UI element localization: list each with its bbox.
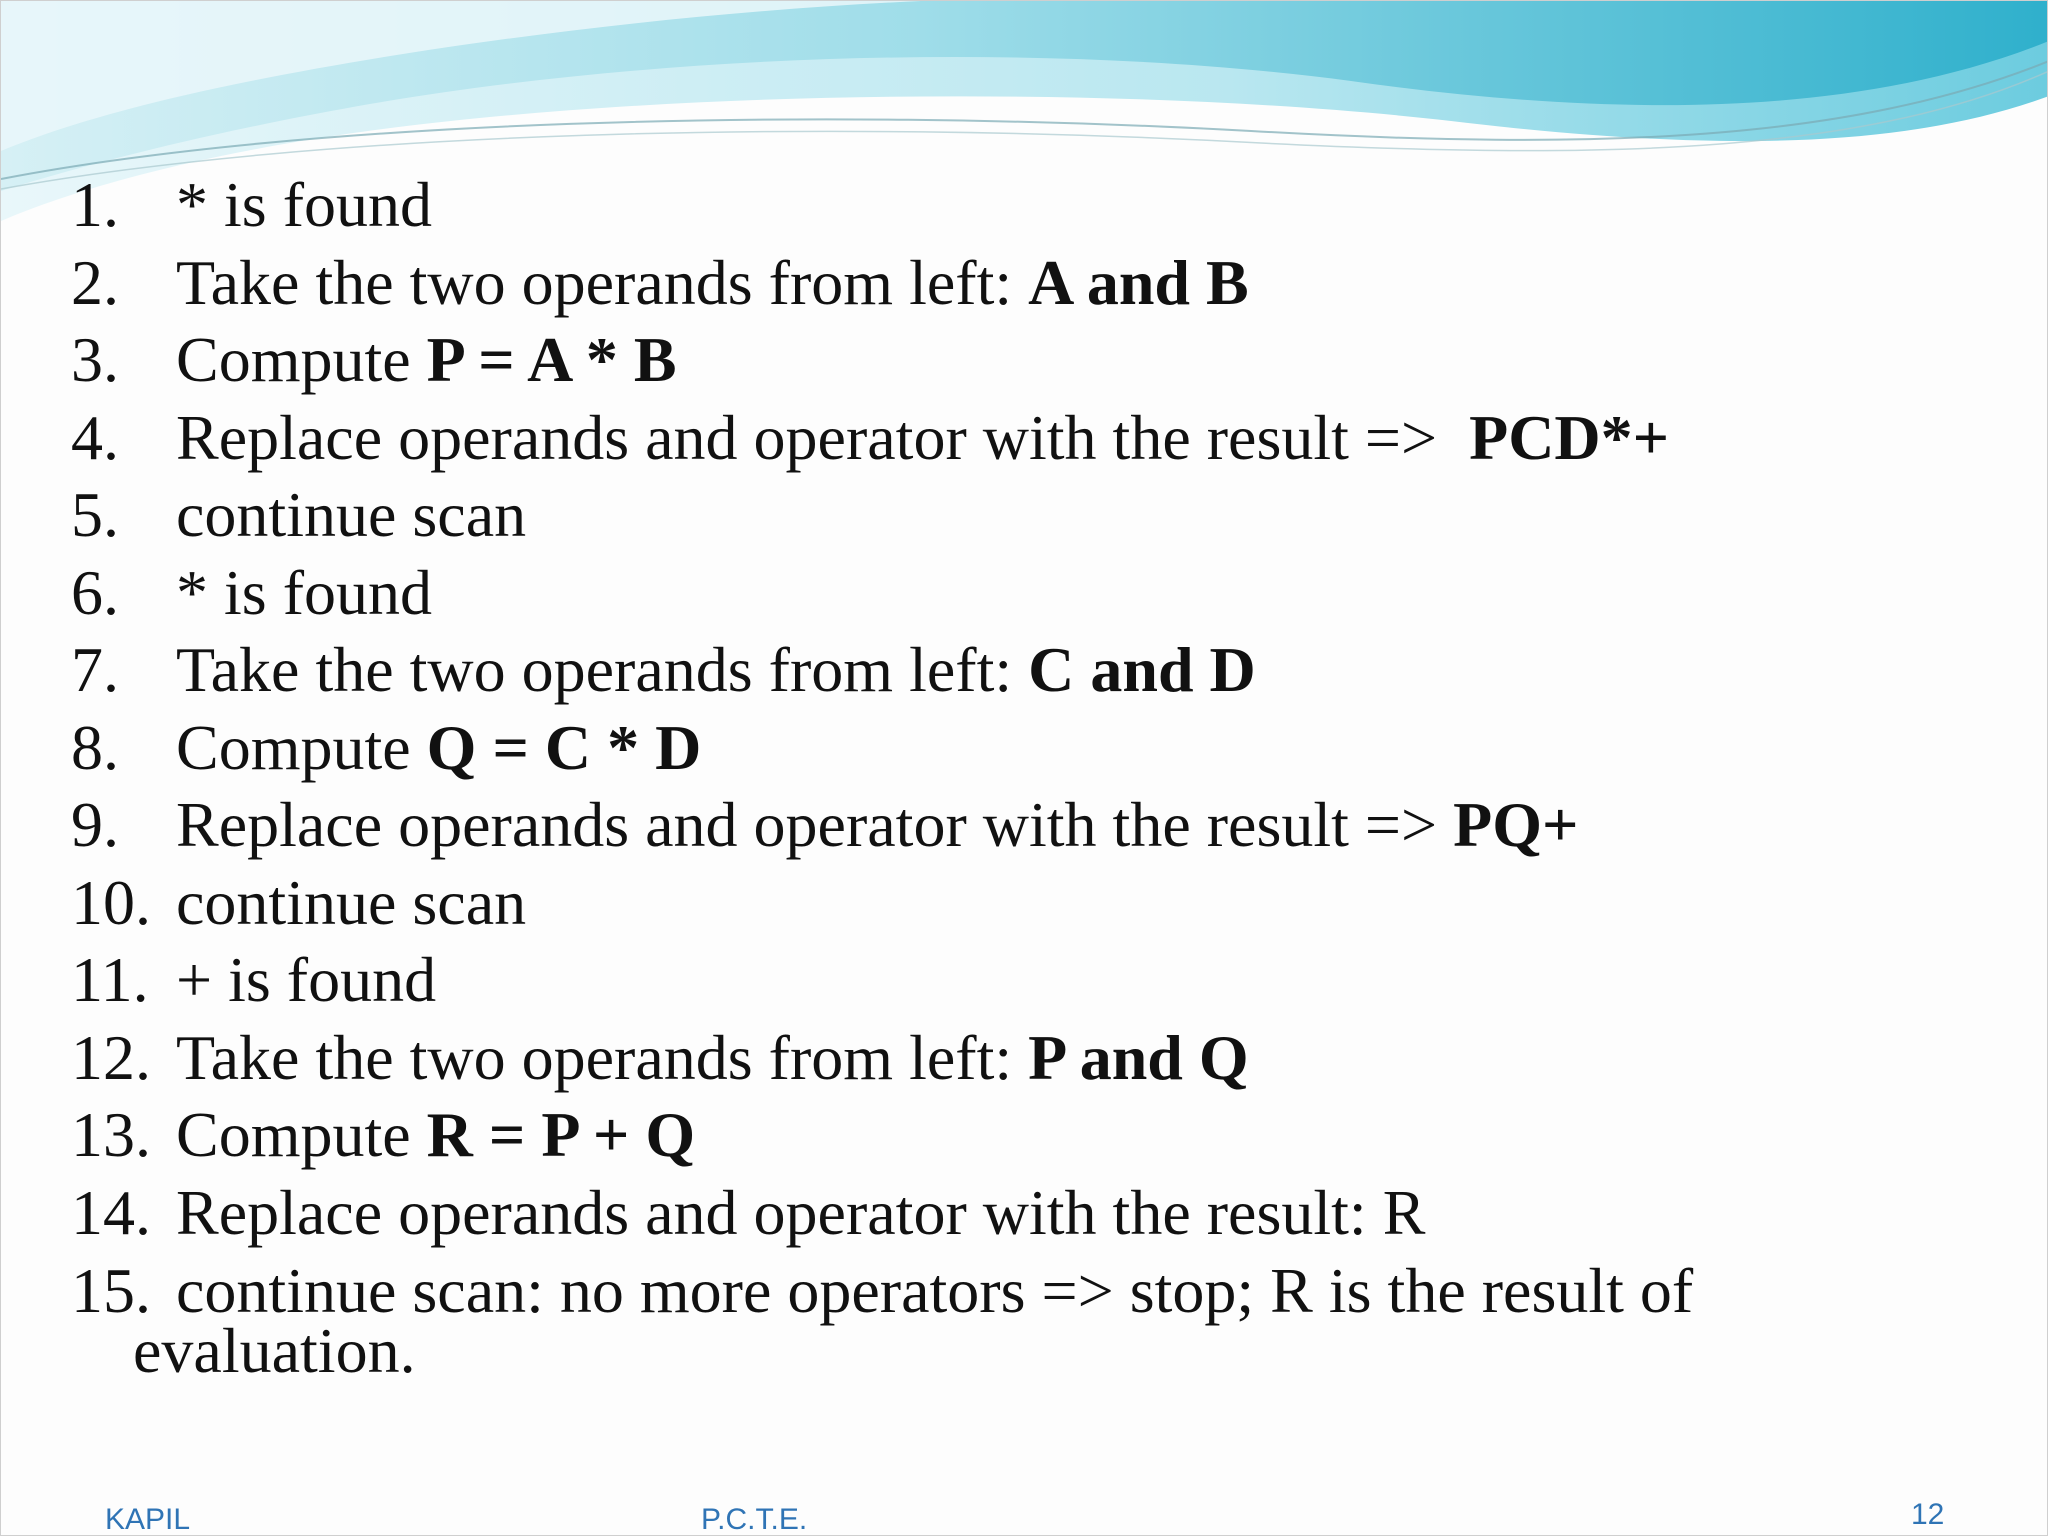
step-highlight: A and B xyxy=(1028,246,1249,318)
step-text: continue scan xyxy=(176,479,527,550)
step-highlight: PQ+ xyxy=(1453,789,1579,860)
step-number: 4. xyxy=(71,401,119,473)
step-number: 5. xyxy=(71,479,119,550)
footer-institution: P.C.T.E. xyxy=(701,1503,808,1536)
step-item xyxy=(71,709,1971,787)
step-text: Replace operands and operator with the result => xyxy=(176,401,1470,473)
step-text: Replace operands and operator with the result => xyxy=(176,789,1454,860)
step-text: Replace operands and operator with the result: R xyxy=(176,1176,1426,1248)
step-highlight: C and D xyxy=(1028,634,1256,705)
step-highlight: R = P + Q xyxy=(426,1099,696,1170)
step-number: 14. xyxy=(71,1176,151,1248)
step-item xyxy=(71,1019,1971,1097)
step-text: * is found xyxy=(176,556,432,628)
step-item xyxy=(71,941,1971,1019)
step-number: 7. xyxy=(71,634,119,705)
step-text: + is found xyxy=(176,944,437,1015)
slide-page-number: 12 xyxy=(1911,1498,1945,1531)
step-item xyxy=(71,476,1971,554)
step-number: 8. xyxy=(71,711,119,783)
step-item xyxy=(71,399,1971,477)
step-item xyxy=(71,1174,1971,1252)
step-number: 2. xyxy=(71,246,119,318)
step-text: Compute xyxy=(176,324,427,395)
step-number: 9. xyxy=(71,789,119,860)
step-number: 3. xyxy=(71,324,119,395)
step-item xyxy=(71,1251,1971,1386)
step-number: 10. xyxy=(71,866,151,938)
step-text: Compute xyxy=(176,1099,427,1170)
step-highlight: PCD*+ xyxy=(1469,401,1670,473)
step-item xyxy=(71,1096,1971,1174)
step-highlight: Q = C * D xyxy=(426,711,702,783)
step-item xyxy=(71,244,1971,322)
step-item xyxy=(71,166,1971,244)
footer-author: KAPIL xyxy=(105,1503,191,1536)
step-number: 6. xyxy=(71,556,119,628)
evaluation-steps-list xyxy=(71,166,1971,1386)
step-text-continuation: evaluation. xyxy=(133,1315,416,1386)
step-number: 12. xyxy=(71,1021,151,1093)
step-item xyxy=(71,786,1971,864)
step-text: Take the two operands from left: xyxy=(176,246,1029,318)
step-item xyxy=(71,631,1971,709)
step-text: Take the two operands from left: xyxy=(176,1021,1029,1093)
step-highlight: P and Q xyxy=(1028,1021,1249,1093)
step-number: 15. xyxy=(71,1255,151,1326)
step-text: * is found xyxy=(176,169,432,240)
step-item xyxy=(71,864,1971,942)
step-number: 13. xyxy=(71,1099,151,1170)
step-text: Take the two operands from left: xyxy=(176,634,1029,705)
step-text: continue scan xyxy=(176,866,527,938)
step-number: 11. xyxy=(71,944,149,1015)
step-text: Compute xyxy=(176,711,427,783)
step-number: 1. xyxy=(71,169,119,240)
step-item xyxy=(71,554,1971,632)
step-item xyxy=(71,321,1971,399)
step-highlight: P = A * B xyxy=(426,324,677,395)
step-text: continue scan: no more operators => stop; R is the result of xyxy=(176,1255,1694,1326)
